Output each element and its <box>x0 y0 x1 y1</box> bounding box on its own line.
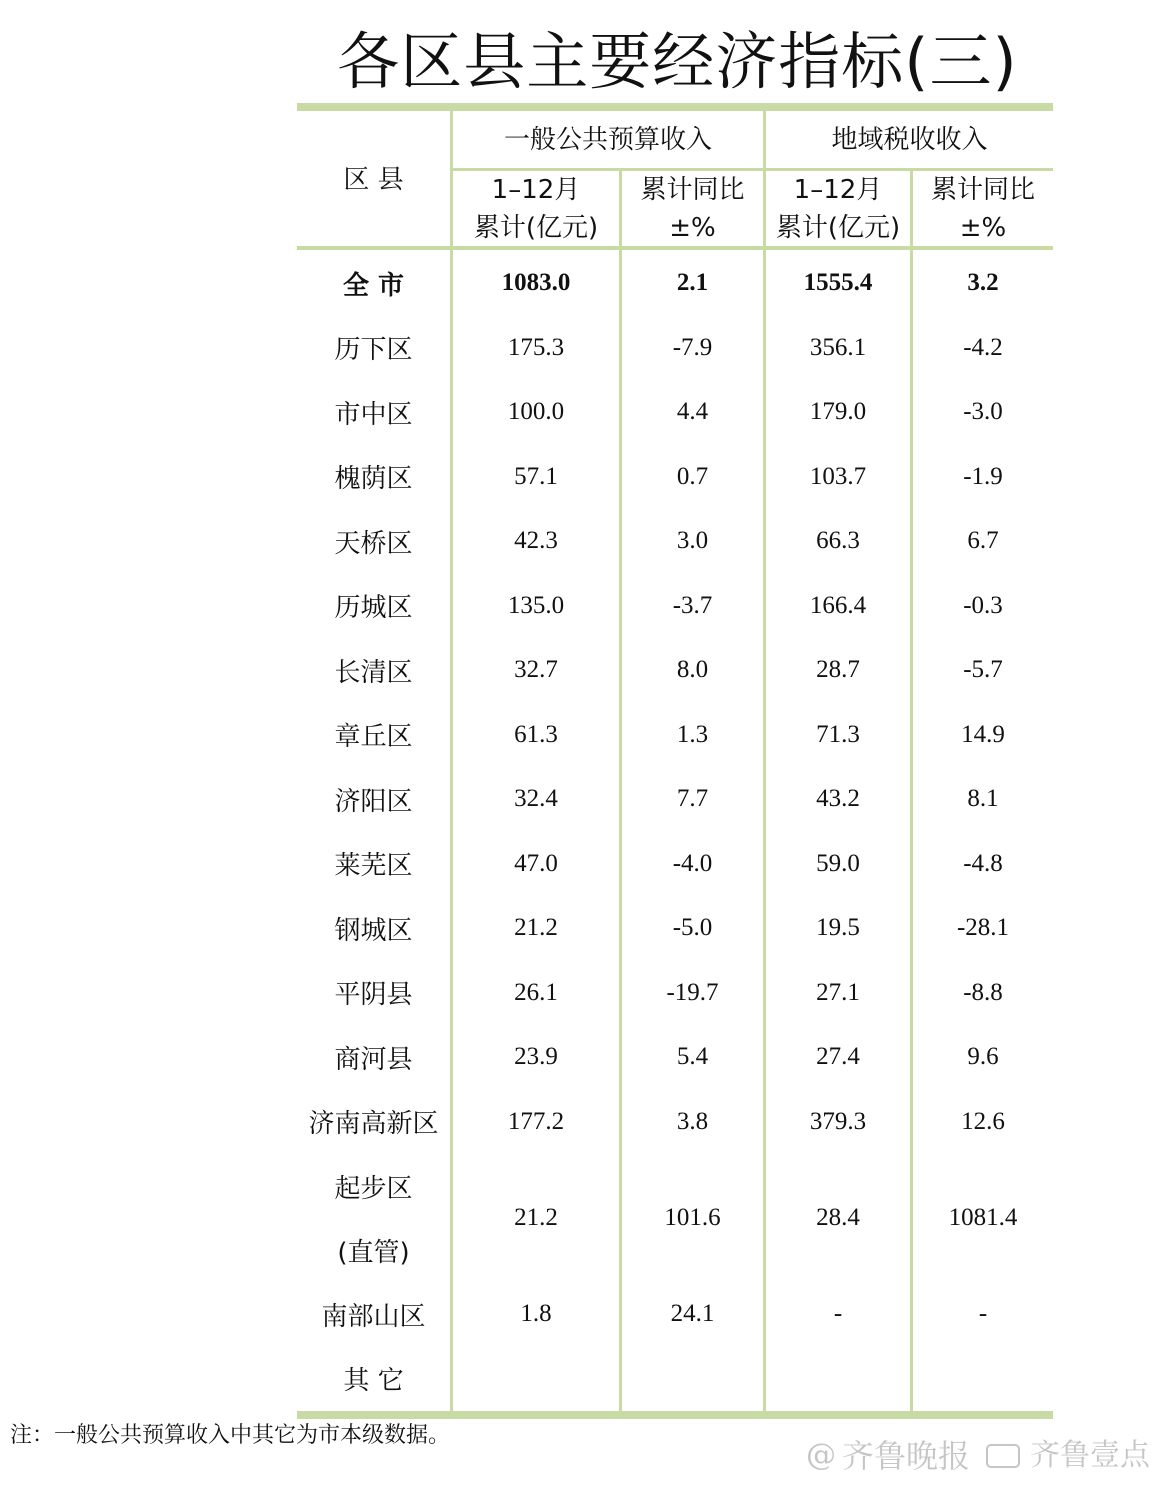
watermark <box>806 1432 1150 1480</box>
tax-yoy-cell: - <box>978 1300 988 1328</box>
budget-yoy-cell: -4.0 <box>672 849 713 877</box>
budget-revenue-cell: 175.3 <box>507 333 565 361</box>
region-name-cell: 莱芜区 <box>334 851 413 882</box>
budget-revenue-cell: 32.4 <box>514 785 558 813</box>
region-name-cell: 天桥区 <box>334 528 413 559</box>
header-budget-yoy <box>622 171 763 246</box>
region-name-cell: 历下区 <box>334 335 413 366</box>
region-name-cell: 济南高新区 <box>308 1109 439 1140</box>
region-name-cell: 钢城区 <box>334 915 413 946</box>
footnote: 注：一般公共预算收入中其它为市本级数据。 <box>10 1423 451 1448</box>
header-line: 1–12月 <box>491 174 581 205</box>
region-name-cell: 其 它 <box>343 1366 404 1397</box>
header-line: 累计同比 <box>930 174 1035 205</box>
budget-revenue-cell: 135.0 <box>507 591 565 619</box>
region-name-cell: 全 市 <box>342 270 405 301</box>
region-name-cell: 平阴县 <box>334 980 413 1011</box>
budget-revenue-cell <box>453 1347 619 1412</box>
budget-yoy-cell <box>622 1347 763 1412</box>
tax-yoy-cell: -1.9 <box>963 462 1003 490</box>
tax-revenue-cell: 356.1 <box>809 333 867 361</box>
tax-yoy-cell: -4.8 <box>963 849 1003 877</box>
header-line: 1–12月 <box>793 174 883 205</box>
tax-yoy-cell: 14.9 <box>961 720 1005 748</box>
tax-revenue-cell: 71.3 <box>816 720 860 748</box>
region-name-line: (直管) <box>337 1237 410 1268</box>
region-name-cell: 市中区 <box>334 399 413 430</box>
region-name-cell: 槐荫区 <box>334 464 413 495</box>
header-line: 累计(亿元) <box>775 212 901 243</box>
tax-revenue-cell: 66.3 <box>816 527 860 555</box>
budget-revenue-cell: 21.2 <box>514 914 558 942</box>
tax-yoy-cell: 9.6 <box>967 1043 999 1071</box>
budget-revenue-cell: 26.1 <box>514 978 558 1006</box>
budget-revenue-cell: 32.7 <box>514 656 558 684</box>
budget-yoy-cell: -19.7 <box>666 978 719 1006</box>
tax-yoy-cell: 6.7 <box>967 527 999 555</box>
tax-revenue-cell: 28.7 <box>816 656 860 684</box>
tax-revenue-cell: 19.5 <box>816 914 860 942</box>
budget-revenue-cell: 61.3 <box>514 720 558 748</box>
region-name-cell: 长清区 <box>334 657 413 688</box>
region-name-line: 起步区 <box>334 1173 413 1204</box>
budget-yoy-cell: 0.7 <box>676 462 709 490</box>
header-line: 累计(亿元) <box>473 212 599 243</box>
tax-revenue-cell: 27.4 <box>816 1043 860 1071</box>
budget-yoy-cell: -5.0 <box>672 914 713 942</box>
tax-revenue-cell: 166.4 <box>809 591 867 619</box>
tax-yoy-cell: -8.8 <box>963 978 1003 1006</box>
region-name-cell: 商河县 <box>334 1044 413 1075</box>
region-name-cell <box>297 1154 450 1282</box>
budget-yoy-cell: 24.1 <box>670 1300 715 1328</box>
tax-yoy-cell: -3.0 <box>963 398 1003 426</box>
budget-revenue-cell: 21.2 <box>514 1204 558 1231</box>
budget-yoy-cell: 3.0 <box>676 527 709 555</box>
budget-yoy-cell: 101.6 <box>664 1204 721 1231</box>
budget-revenue-cell: 100.0 <box>507 398 565 426</box>
tax-yoy-cell: 1081.4 <box>948 1204 1018 1231</box>
header-budget-revenue: 一般公共预算收入 <box>503 124 712 155</box>
header-tax-revenue: 地域税收收入 <box>831 124 988 155</box>
budget-revenue-cell: 23.9 <box>514 1043 558 1071</box>
tax-revenue-cell: - <box>833 1300 843 1328</box>
header-tax-cumulative <box>766 171 910 246</box>
budget-revenue-cell: 47.0 <box>514 849 558 877</box>
tax-yoy-cell: -5.7 <box>963 656 1003 684</box>
tax-yoy-cell: -0.3 <box>963 591 1003 619</box>
tax-yoy-cell <box>913 1347 1053 1412</box>
tax-revenue-cell: 179.0 <box>809 398 867 426</box>
region-name-cell: 历城区 <box>334 593 413 624</box>
tax-yoy-cell: -28.1 <box>956 914 1010 942</box>
tax-yoy-cell: 8.1 <box>967 785 999 813</box>
budget-revenue-cell: 1.8 <box>520 1300 552 1328</box>
table-top-rule <box>297 103 1053 111</box>
at-icon: @ <box>806 1438 836 1473</box>
header-line: ±% <box>669 212 716 243</box>
tax-yoy-cell: 12.6 <box>961 1107 1005 1135</box>
header-line: ±% <box>959 212 1007 243</box>
budget-yoy-cell: -3.7 <box>672 591 713 619</box>
tax-revenue-cell: 27.1 <box>816 978 860 1006</box>
budget-revenue-cell: 42.3 <box>514 527 558 555</box>
tax-revenue-cell: 1555.4 <box>803 269 873 297</box>
tax-revenue-cell <box>766 1347 910 1412</box>
budget-yoy-cell: 8.0 <box>676 656 709 684</box>
tax-revenue-cell: 379.3 <box>809 1107 867 1135</box>
page-title: 各区县主要经济指标(三) <box>337 25 1018 98</box>
budget-yoy-cell: -7.9 <box>672 333 713 361</box>
budget-yoy-cell: 4.4 <box>676 398 709 426</box>
tax-yoy-cell: 3.2 <box>967 269 999 297</box>
media-logo-icon <box>986 1444 1020 1468</box>
tax-revenue-cell: 43.2 <box>816 785 860 813</box>
header-budget-cumulative <box>453 171 619 246</box>
region-name-cell: 济阳区 <box>334 786 413 817</box>
budget-yoy-cell: 3.8 <box>676 1107 709 1135</box>
region-name-cell: 章丘区 <box>334 722 413 753</box>
budget-yoy-cell: 7.7 <box>676 785 709 813</box>
watermark-source: 齐鲁壹点 <box>1030 1438 1151 1473</box>
budget-revenue-cell: 1083.0 <box>501 269 571 297</box>
tax-revenue-cell: 103.7 <box>809 462 867 490</box>
watermark-source: 齐鲁晚报 <box>842 1437 971 1475</box>
budget-yoy-cell: 1.3 <box>676 720 709 748</box>
tax-revenue-cell: 59.0 <box>816 849 860 877</box>
budget-revenue-cell: 57.1 <box>514 462 558 490</box>
header-line: 累计同比 <box>640 174 745 205</box>
budget-revenue-cell: 177.2 <box>507 1107 565 1135</box>
header-tax-yoy <box>913 171 1053 246</box>
budget-yoy-cell: 2.1 <box>676 269 709 297</box>
tax-yoy-cell: -4.2 <box>963 333 1003 361</box>
header-region: 区 县 <box>343 164 404 195</box>
tax-revenue-cell: 28.4 <box>816 1204 860 1231</box>
budget-yoy-cell: 5.4 <box>676 1043 709 1071</box>
region-name-cell: 南部山区 <box>321 1301 426 1332</box>
